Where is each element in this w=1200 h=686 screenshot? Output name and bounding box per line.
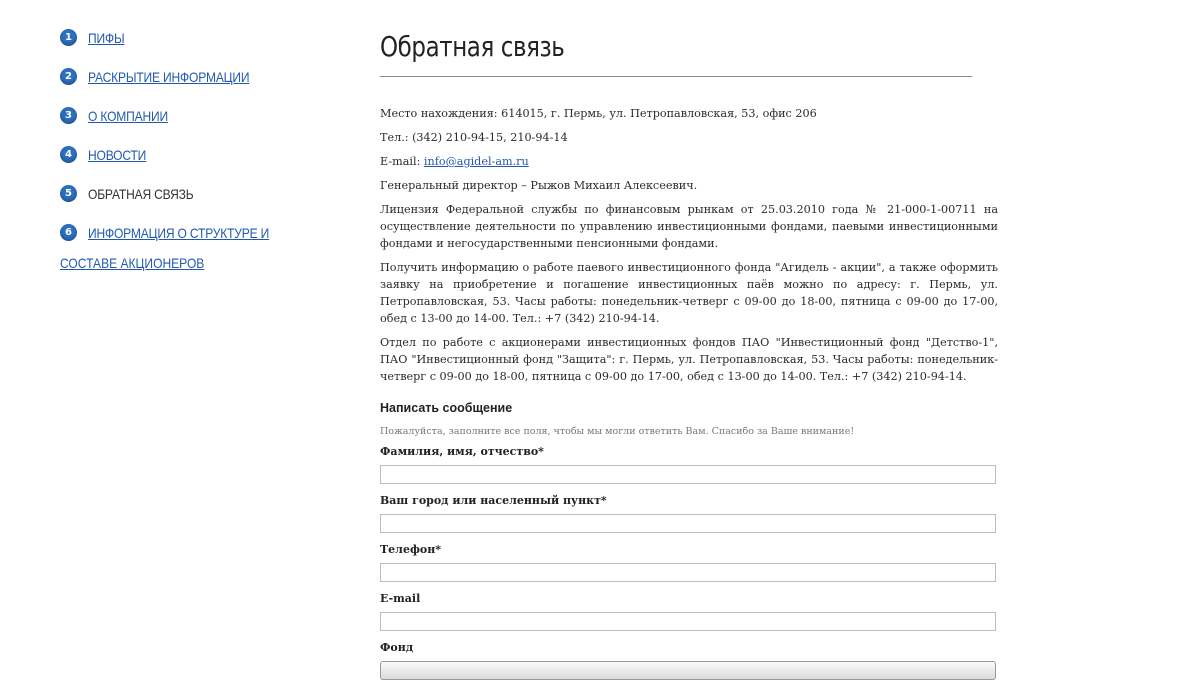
sidebar-link-about[interactable]: О КОМПАНИИ	[88, 107, 168, 124]
sidebar-item-feedback	[60, 174, 320, 213]
number-badge-3: 3	[60, 107, 77, 124]
number-badge-5: 5	[60, 185, 77, 202]
email-link[interactable]: info@agidel-am.ru	[423, 155, 529, 168]
fund-label: Фонд	[380, 641, 414, 654]
sidebar-link-shareholders[interactable]: ИНФОРМАЦИЯ О СТРУКТУРЕ И	[88, 225, 270, 241]
sidebar-item-news[interactable]	[60, 135, 320, 174]
sidebar-link-pify[interactable]: ПИФЫ	[88, 29, 125, 46]
sidebar-link-news[interactable]: НОВОСТИ	[88, 146, 147, 163]
director-text: Генеральный директор – Рыжов Михаил Алексеевич.	[380, 179, 698, 192]
sidebar-link-shareholders-line2[interactable]: СОСТАВЕ АКЦИОНЕРОВ	[60, 255, 205, 271]
number-badge-4: 4	[60, 146, 77, 163]
sidebar-nav	[60, 18, 320, 271]
phone-field[interactable]	[380, 563, 996, 582]
city-field[interactable]	[380, 514, 996, 533]
fund-info-text: Получить информацию о работе паевого инвестиционного фонда "Агидель - акции", а также оформить заявку на приобретение и погашение инвестиционных паёв можно по адресу: г. Пермь, ул. Петропавловская, 53. Часы работы: понедельник-четверг с 09-00 до 18-00, пятница с 09-00 до 17-00, обед с 13-00 до 14-00. Тел.: +7 (342) 210-94-14.	[380, 261, 998, 325]
number-badge-6: 6	[60, 224, 77, 241]
title-divider	[380, 76, 972, 77]
email-line	[380, 153, 998, 170]
email-label-field: E-mail	[380, 592, 421, 605]
license-text: Лицензия Федеральной службы по финансовым рынкам от 25.03.2010 года № 21-000-1-00711 на осуществление деятельности по управлению инвестиционными фондами, паевыми инвестиционными фондами и негосударственными пенсионными фондами.	[380, 203, 998, 250]
number-badge-2: 2	[60, 68, 77, 85]
number-badge-1: 1	[60, 29, 77, 46]
phone-text: Тел.: (342) 210-94-15, 210-94-14	[380, 131, 568, 144]
email-field[interactable]	[380, 612, 996, 631]
sidebar-item-about[interactable]	[60, 96, 320, 135]
page-title: Обратная связь	[380, 30, 565, 63]
sidebar-link-feedback-active: ОБРАТНАЯ СВЯЗЬ	[88, 185, 194, 202]
sidebar-item-shareholders[interactable]	[60, 225, 320, 271]
form-note: Пожалуйста, заполните все поля, чтобы мы могли ответить Вам. Спасибо за Ваше внимание!	[380, 426, 855, 437]
address-text: Место нахождения: 614015, г. Пермь, ул. Петропавловская, 53, офис 206	[380, 107, 817, 120]
email-label: E-mail:	[380, 155, 424, 168]
phone-label: Телефон*	[380, 543, 441, 556]
form-title: Написать сообщение	[380, 401, 513, 415]
sidebar-link-disclosure[interactable]: РАСКРЫТИЕ ИНФОРМАЦИИ	[88, 68, 250, 85]
name-field[interactable]	[380, 465, 996, 484]
name-label: Фамилия, имя, отчество*	[380, 445, 544, 458]
dept-info-text: Отдел по работе с акционерами инвестиционных фондов ПАО "Инвестиционный фонд "Детство-1", ПАО "Инвестиционный фонд "Защита": г. Пермь, ул. Петропавловская, 53. Часы работы: понедельник-четверг с 09-00 до 18-00, пятница с 09-00 до 17-00, обед с 13-00 до 14-00. Тел.: +7 (342) 210-94-14.	[380, 336, 998, 383]
fund-select[interactable]	[380, 661, 996, 680]
city-label: Ваш город или населенный пункт*	[380, 494, 607, 507]
sidebar-item-disclosure[interactable]	[60, 57, 320, 96]
sidebar-item-pify[interactable]	[60, 18, 320, 57]
contact-info	[380, 105, 998, 385]
main-content	[380, 28, 1000, 680]
